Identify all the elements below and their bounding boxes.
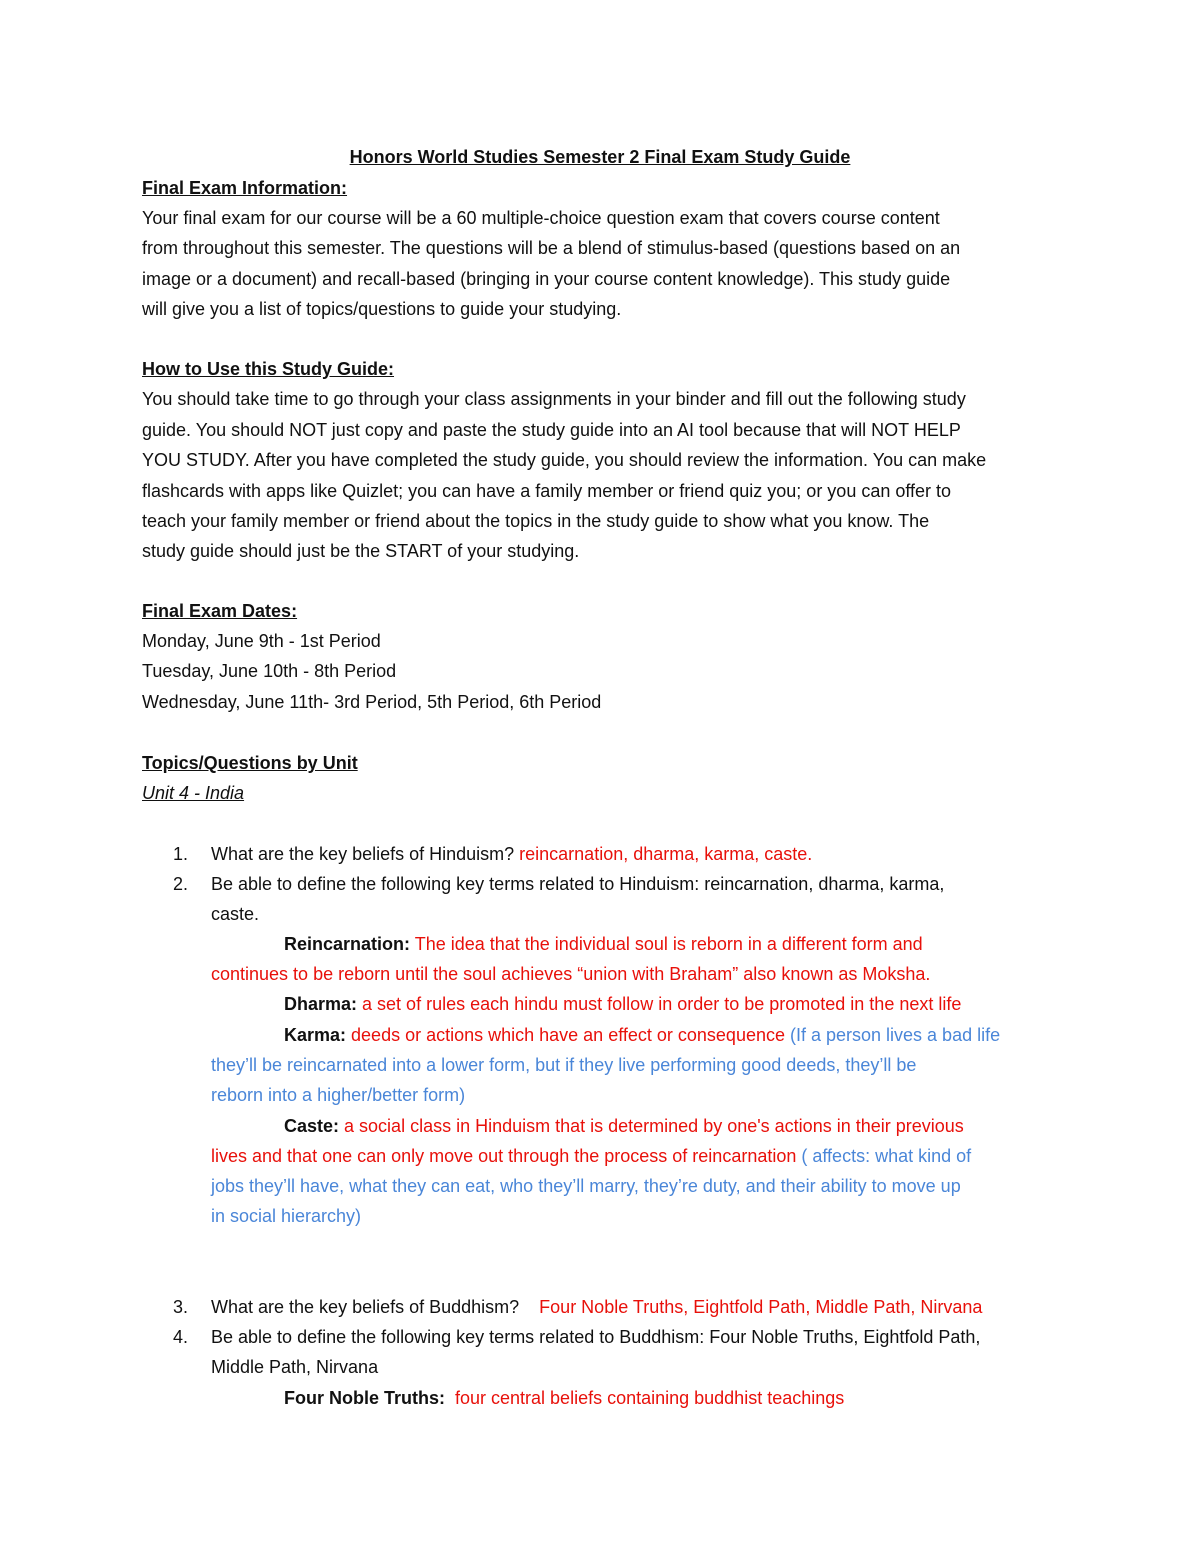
how-to-line: study guide should just be the START of your studying.	[142, 541, 580, 561]
term-label: Reincarnation:	[284, 934, 411, 954]
term-label: Karma:	[284, 1025, 347, 1045]
question-number: 4.	[173, 1327, 189, 1347]
question-2-line: caste.	[211, 904, 260, 924]
topics-heading: Topics/Questions by Unit	[142, 753, 358, 773]
term-definition: deeds or actions which have an effect or consequence	[346, 1025, 790, 1045]
question-answer: Four Noble Truths, Eightfold Path, Middle Path, Nirvana	[539, 1297, 983, 1317]
caste-definition-cont	[211, 1141, 971, 1171]
term-label: Caste:	[284, 1116, 340, 1136]
info-line: Your final exam for our course will be a 60 multiple-choice question exam that covers course content	[142, 208, 940, 228]
question-text: What are the key beliefs of Buddhism?	[211, 1297, 540, 1317]
caste-note-cont: in social hierarchy)	[211, 1206, 362, 1226]
page-title: Honors World Studies Semester 2 Final Exam Study Guide	[349, 147, 851, 167]
term-definition: lives and that one can only move out through the process of reincarnation	[211, 1146, 802, 1166]
info-line: will give you a list of topics/questions to guide your studying.	[142, 299, 622, 319]
how-to-line: You should take time to go through your class assignments in your binder and fill out the following study	[142, 389, 966, 409]
dharma-definition	[284, 989, 961, 1019]
reincarnation-definition	[284, 929, 923, 959]
question-number: 2.	[173, 874, 189, 894]
how-to-line: flashcards with apps like Quizlet; you can have a family member or friend quiz you; or you can offer to	[142, 481, 952, 501]
karma-definition	[284, 1020, 1000, 1050]
term-definition: a social class in Hinduism that is determined by one's actions in their previous	[339, 1116, 964, 1136]
exam-dates-heading: Final Exam Dates:	[142, 601, 298, 621]
term-definition: a set of rules each hindu must follow in order to be promoted in the next life	[357, 994, 962, 1014]
how-to-line: guide. You should NOT just copy and paste the study guide into an AI tool because that will NOT HELP	[142, 420, 961, 440]
question-text: What are the key beliefs of Hinduism?	[211, 844, 520, 864]
caste-note-cont: jobs they’ll have, what they can eat, who they’ll marry, they’re duty, and their ability to move up	[211, 1176, 961, 1196]
unit-heading: Unit 4 - India	[142, 783, 245, 803]
term-note: ( affects: what kind of	[801, 1146, 972, 1166]
term-label: Four Noble Truths:	[284, 1388, 445, 1408]
reincarnation-definition-cont: continues to be reborn until the soul achieves “union with Braham” also known as Moksha.	[211, 964, 931, 984]
term-definition: The idea that the individual soul is reborn in a different form and	[410, 934, 923, 954]
how-to-use-heading: How to Use this Study Guide:	[142, 359, 395, 379]
exam-date-line: Monday, June 9th - 1st Period	[142, 631, 381, 651]
karma-note-cont: they’ll be reincarnated into a lower form, but if they live performing good deeds, they’ll be	[211, 1055, 917, 1075]
question-4-line: Be able to define the following key terms related to Buddhism: Four Noble Truths, Eightfold Path,	[211, 1327, 981, 1347]
term-note: (If a person lives a bad life	[789, 1025, 1001, 1045]
question-4-line: Middle Path, Nirvana	[211, 1357, 379, 1377]
four-noble-truths-definition	[284, 1383, 844, 1413]
info-line: image or a document) and recall-based (bringing in your course content knowledge). This study guide	[142, 269, 951, 289]
question-number: 3.	[173, 1297, 189, 1317]
caste-definition	[284, 1111, 964, 1141]
question-answer: reincarnation, dharma, karma, caste.	[519, 844, 813, 864]
how-to-line: YOU STUDY. After you have completed the study guide, you should review the information. You can make	[142, 450, 987, 470]
term-definition: four central beliefs containing buddhist teachings	[445, 1388, 845, 1408]
question-2-line: Be able to define the following key terms related to Hinduism: reincarnation, dharma, karma,	[211, 874, 945, 894]
info-line: from throughout this semester. The questions will be a blend of stimulus-based (questions based on an	[142, 238, 961, 258]
exam-date-line: Tuesday, June 10th - 8th Period	[142, 661, 397, 681]
final-exam-info-heading: Final Exam Information:	[142, 178, 348, 198]
question-1	[211, 839, 812, 869]
how-to-line: teach your family member or friend about the topics in the study guide to show what you know. The	[142, 511, 930, 531]
question-3	[211, 1292, 982, 1322]
question-number: 1.	[173, 844, 189, 864]
term-label: Dharma:	[284, 994, 358, 1014]
karma-note-cont: reborn into a higher/better form)	[211, 1085, 466, 1105]
exam-date-line: Wednesday, June 11th- 3rd Period, 5th Period, 6th Period	[142, 692, 602, 712]
